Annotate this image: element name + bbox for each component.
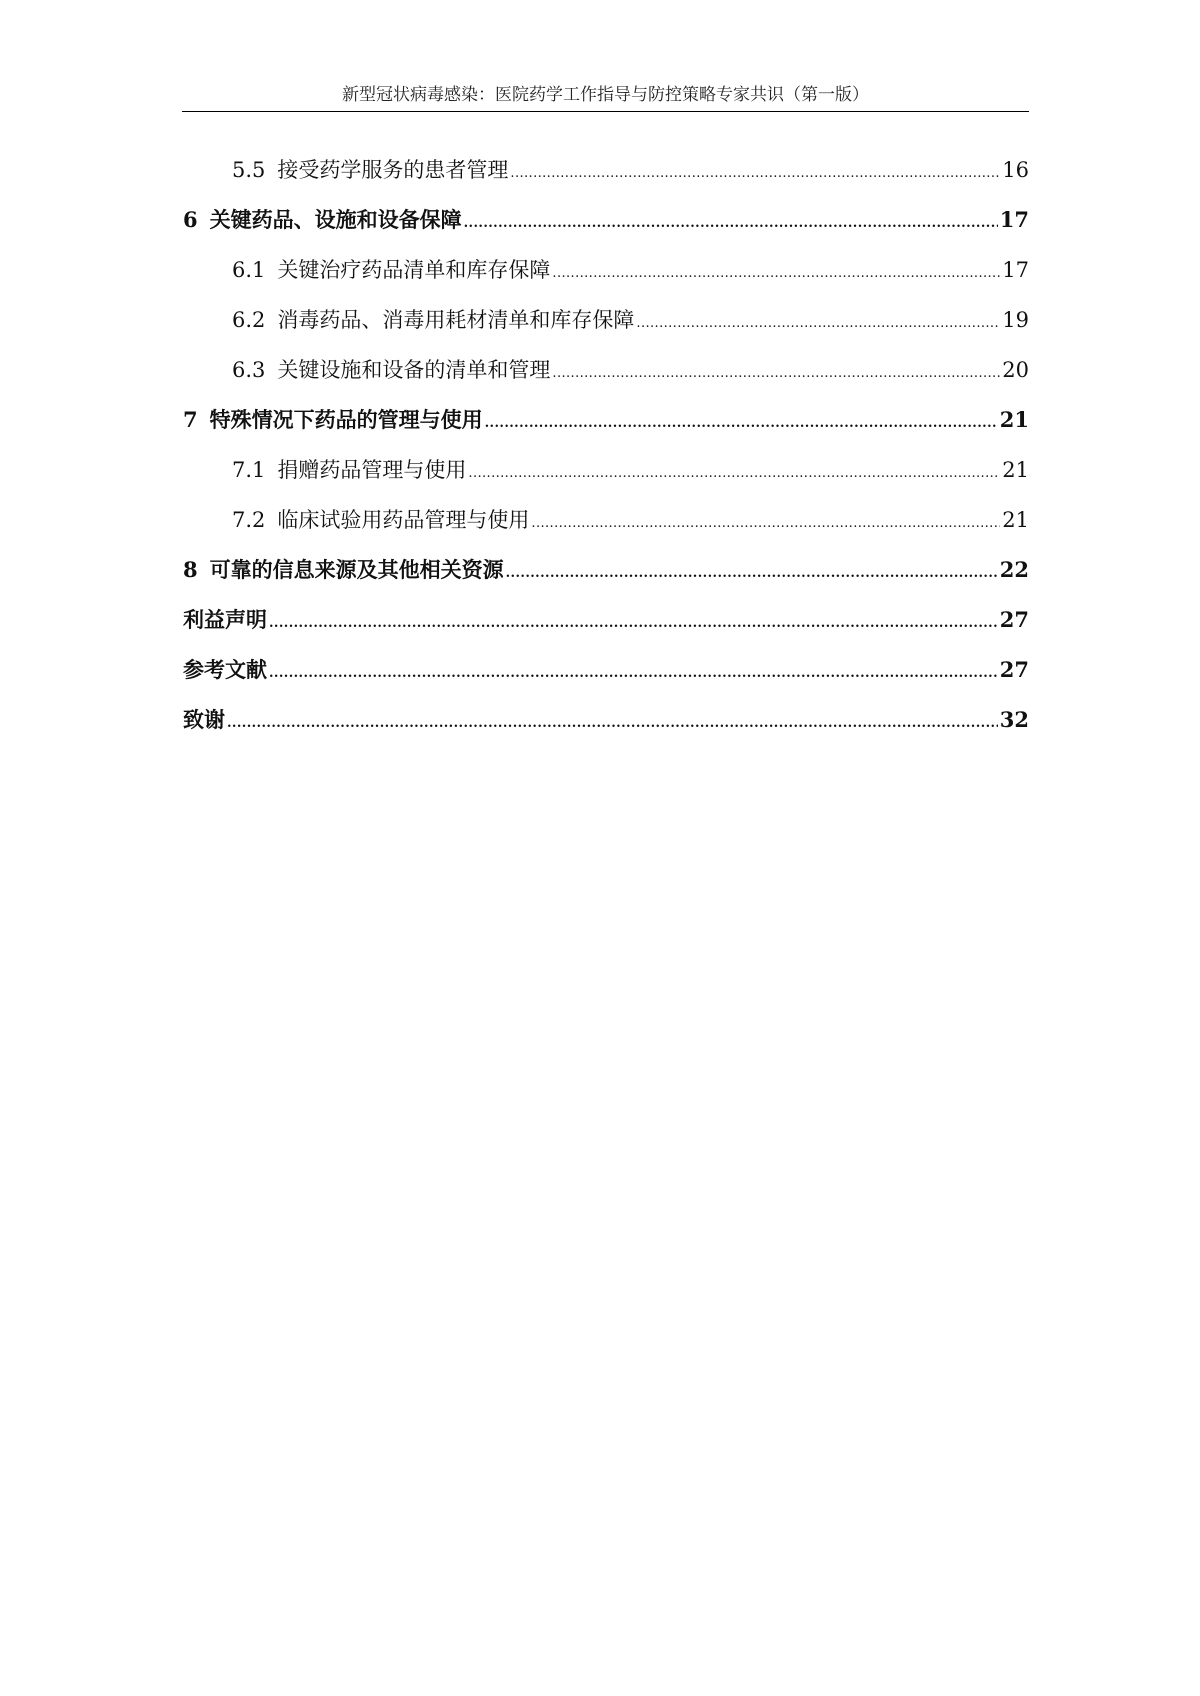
toc-entry-page: 32: [999, 707, 1029, 732]
toc-entry-number: 6: [183, 207, 198, 232]
toc-entry-6[interactable]: [183, 203, 1029, 253]
toc-entry-title: 关键设施和设备的清单和管理: [277, 358, 551, 382]
toc-entry-title: 接受药学服务的患者管理: [277, 158, 509, 182]
toc-entry-acknowledgements[interactable]: [183, 703, 1029, 753]
toc-entry-7[interactable]: [183, 403, 1029, 453]
toc-entry-number: 5.5: [232, 158, 266, 182]
toc-entry-title: 利益声明: [183, 607, 267, 632]
toc-entry-number: 6.2: [232, 308, 266, 332]
toc-dot-leader: [485, 407, 998, 441]
toc-entry-number: 7.2: [232, 508, 266, 532]
toc-entry-title: 捐赠药品管理与使用: [277, 458, 467, 482]
toc-entry-5-5[interactable]: [183, 153, 1029, 203]
toc-dot-leader: [227, 707, 998, 741]
toc-entry-title: 可靠的信息来源及其他相关资源: [209, 557, 504, 582]
toc-entry-page: 27: [999, 657, 1029, 682]
toc-entry-conflict-statement[interactable]: [183, 603, 1029, 653]
toc-entry-title: 关键治疗药品清单和库存保障: [277, 258, 551, 282]
table-of-contents: [183, 153, 1029, 753]
toc-entry-title: 关键药品、设施和设备保障: [209, 207, 462, 232]
toc-entry-number: 7: [183, 407, 198, 432]
toc-dot-leader: [506, 557, 998, 591]
toc-entry-7-1[interactable]: [183, 453, 1029, 503]
toc-entry-title: 参考文献: [183, 657, 267, 682]
toc-entry-title: 消毒药品、消毒用耗材清单和库存保障: [277, 308, 635, 332]
toc-entry-page: 22: [999, 557, 1029, 582]
toc-entry-page: 19: [1002, 308, 1029, 332]
toc-entry-title: 致谢: [183, 707, 225, 732]
toc-entry-page: 17: [1002, 258, 1029, 282]
toc-entry-number: 6.1: [232, 258, 266, 282]
toc-dot-leader: [636, 307, 1000, 341]
toc-dot-leader: [531, 507, 1000, 541]
toc-dot-leader: [510, 157, 1000, 191]
toc-entry-page: 21: [999, 407, 1029, 432]
toc-entry-page: 16: [1002, 158, 1029, 182]
toc-dot-leader: [269, 657, 998, 691]
page-header-title: 新型冠状病毒感染：医院药学工作指导与防控策略专家共识（第一版）: [342, 85, 869, 105]
toc-entry-title: 特殊情况下药品的管理与使用: [209, 407, 483, 432]
toc-entry-page: 21: [1002, 508, 1029, 532]
toc-dot-leader: [464, 207, 998, 241]
toc-dot-leader: [552, 357, 1000, 391]
toc-entry-page: 27: [999, 607, 1029, 632]
header-rule: [182, 111, 1029, 112]
toc-entry-6-2[interactable]: [183, 303, 1029, 353]
toc-entry-6-1[interactable]: [183, 253, 1029, 303]
toc-entry-number: 6.3: [232, 358, 266, 382]
toc-entry-number: 7.1: [232, 458, 266, 482]
toc-entry-page: 21: [1002, 458, 1029, 482]
toc-entry-title: 临床试验用药品管理与使用: [277, 508, 530, 532]
toc-entry-8[interactable]: [183, 553, 1029, 603]
toc-dot-leader: [468, 457, 1000, 491]
toc-entry-6-3[interactable]: [183, 353, 1029, 403]
toc-entry-page: 20: [1002, 358, 1029, 382]
toc-entry-references[interactable]: [183, 653, 1029, 703]
toc-dot-leader: [269, 607, 998, 641]
toc-entry-number: 8: [183, 557, 198, 582]
toc-dot-leader: [552, 257, 1000, 291]
toc-entry-7-2[interactable]: [183, 503, 1029, 553]
toc-entry-page: 17: [999, 207, 1029, 232]
